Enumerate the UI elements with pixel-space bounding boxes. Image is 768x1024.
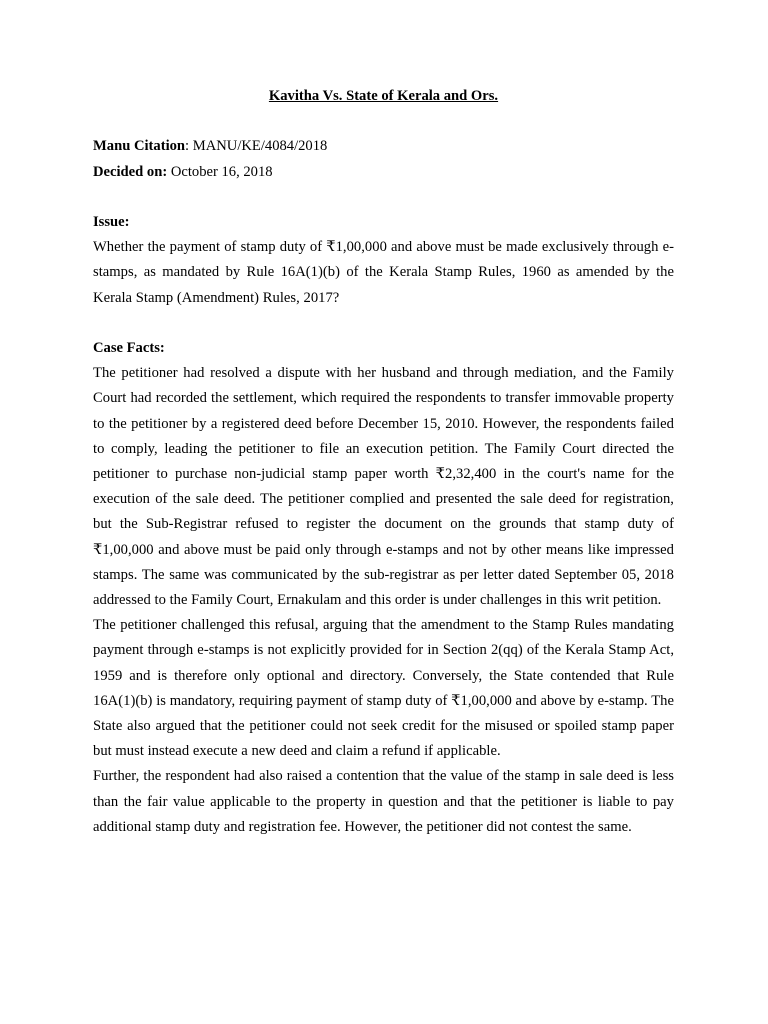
decided-value: October 16, 2018 [167,163,273,180]
facts-paragraph-1: The petitioner had resolved a dispute with her husband and through mediation, and the Family Court had recorded the settlement, which required the respondents to transfer immovable property to the petitioner by a registered deed before December 15, 2010. However, the respondents failed to comply, leading the petitioner to file an execution petition. The Family Court directed the petitioner to purchase non-judicial stamp paper worth ₹2,32,400 in the court's name for the execution of the sale deed. The petitioner complied and presented the sale deed for registration, but the Sub-Registrar refused to register the document on the grounds that stamp duty of ₹1,00,000 and above must be paid only through e-stamps and not by other means like impressed stamps. The same was communicated by the sub-registrar as per letter dated September 05, 2018 addressed to the Family Court, Ernakulam and this order is under challenges in this writ petition. [93,365,674,609]
document-page [93,84,674,840]
decided-line [93,160,674,185]
document-title: Kavitha Vs. State of Kerala and Ors. [268,88,499,104]
citation-value: : MANU/KE/4084/2018 [185,138,328,155]
facts-paragraph-3: Further, the respondent had also raised a contention that the value of the stamp in sale deed is less than the fair value applicable to the property in question and that the petitioner is liable to pay additional stamp duty and registration fee. However, the petitioner did not contest the same. [93,768,674,835]
spacer [93,311,674,336]
decided-label: Decided on: [93,163,168,180]
spacer [93,109,674,134]
issue-heading: Issue: [93,213,130,230]
citation-line [93,134,674,159]
issue-paragraph: Whether the payment of stamp duty of ₹1,00,000 and above must be made exclusively through e-stamps, as mandated by Rule 16A(1)(b) of the Kerala Stamp Rules, 1960 as amended by the Kerala Stamp (Amendment) Rules, 2017? [93,239,674,306]
spacer [93,185,674,210]
citation-label: Manu Citation [93,138,186,155]
facts-heading: Case Facts: [93,339,165,356]
facts-paragraph-2: The petitioner challenged this refusal, arguing that the amendment to the Stamp Rules mandating payment through e-stamps is not explicitly provided for in Section 2(qq) of the Kerala Stamp Act, 1959 and is therefore only optional and directory. Conversely, the State contended that Rule 16A(1)(b) is mandatory, requiring payment of stamp duty of ₹1,00,000 and above by e-stamp. The State also argued that the petitioner could not seek credit for the misused or spoiled stamp paper but must instead execute a new deed and claim a refund if applicable. [93,617,674,760]
